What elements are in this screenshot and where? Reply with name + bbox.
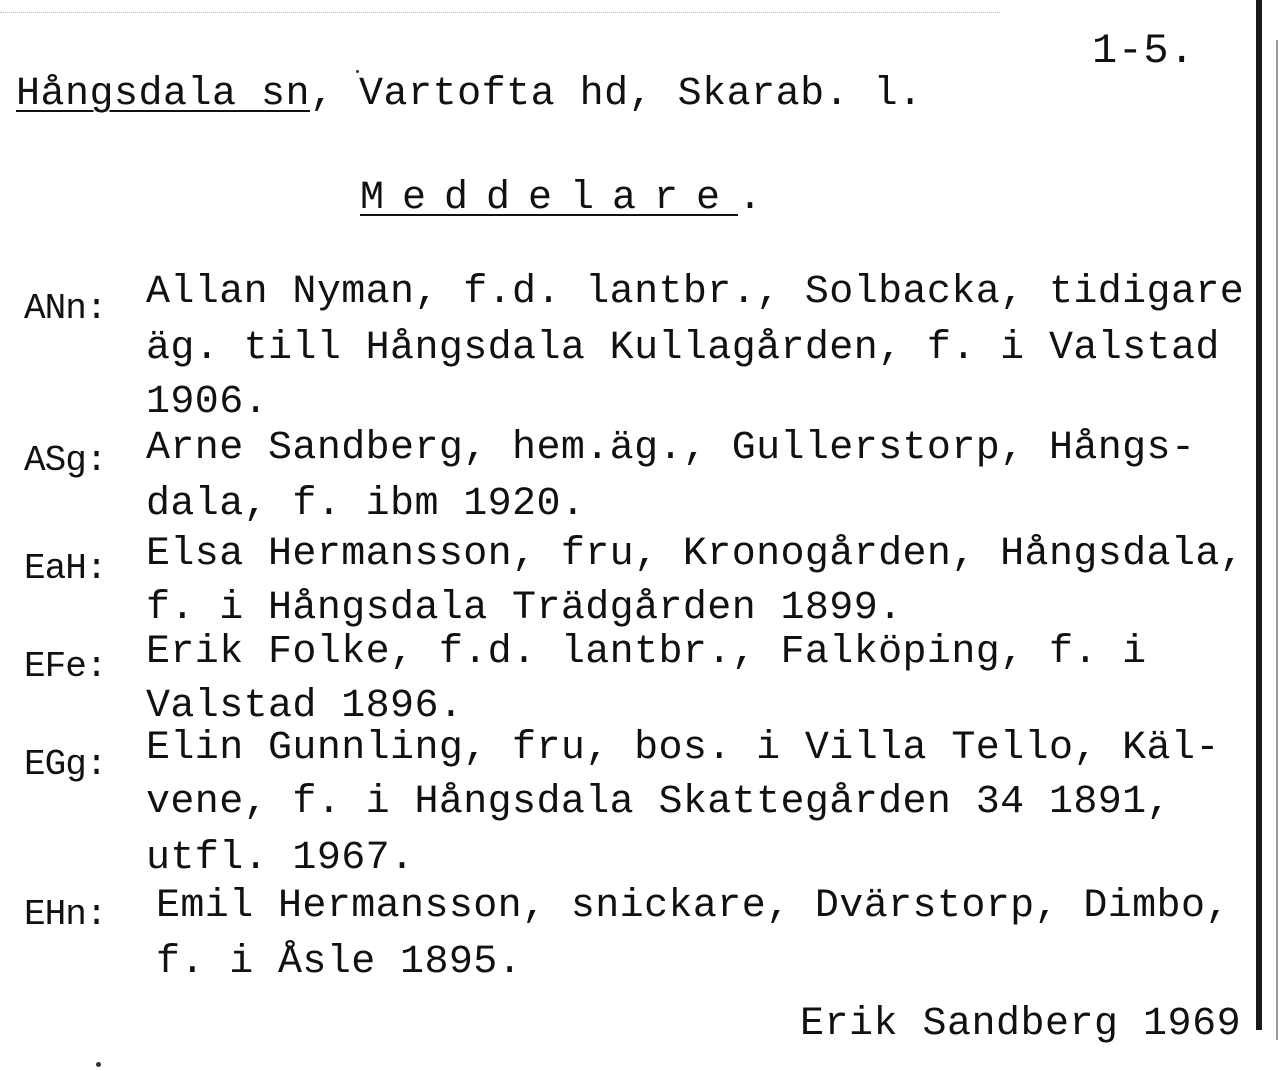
- card-number: 1-5.: [1092, 27, 1195, 75]
- heading-text: Meddelare: [360, 176, 739, 221]
- informant-abbr: ANn:: [24, 288, 107, 329]
- entry-line: vene, f. i Hångsdala Skattegården 34 1891,: [146, 780, 1171, 825]
- entry-line: Elin Gunnling, fru, bos. i Villa Tello, Käl-: [146, 726, 1220, 771]
- heading-punct: .: [738, 176, 763, 221]
- scan-artifact-line: [0, 12, 1000, 17]
- signature: Erik Sandberg 1969: [800, 1002, 1242, 1047]
- entry-line: Emil Hermansson, snickare, Dvärstorp, Dimbo,: [156, 884, 1230, 929]
- entry-line: f. i Hångsdala Trädgården 1899.: [146, 586, 903, 631]
- section-heading: [360, 176, 762, 222]
- informant-abbr: EGg:: [24, 744, 107, 785]
- card-edge-border: [1256, 0, 1262, 1030]
- entry-line: Allan Nyman, f.d. lantbr., Solbacka, tidigare: [146, 270, 1245, 315]
- informant-abbr: EFe:: [24, 646, 107, 687]
- entry-line: Erik Folke, f.d. lantbr., Falköping, f. i: [146, 630, 1147, 675]
- informant-abbr: EHn:: [24, 894, 107, 935]
- informant-abbr: ASg:: [24, 440, 107, 481]
- entry-line: Elsa Hermansson, fru, Kronogården, Hångsdala,: [146, 532, 1245, 577]
- entry-line: utfl. 1967.: [146, 836, 415, 881]
- scan-speck: [96, 1062, 101, 1067]
- entry-line: f. i Åsle 1895.: [156, 940, 523, 985]
- entry-line: Valstad 1896.: [146, 684, 464, 729]
- informant-abbr: EaH:: [24, 548, 107, 589]
- card-edge-shadow: [1276, 40, 1278, 1040]
- parish-line: [16, 72, 923, 118]
- parish-details: , Vartofta hd, Skarab. l.: [310, 72, 923, 117]
- entry-line: dala, f. ibm 1920.: [146, 482, 586, 527]
- entry-line: 1906.: [146, 380, 269, 425]
- entry-line: äg. till Hångsdala Kullagården, f. i Valstad: [146, 326, 1220, 371]
- parish-name: Hångsdala sn: [16, 72, 311, 117]
- entry-line: Arne Sandberg, hem.äg., Gullerstorp, Hångs-: [146, 426, 1196, 471]
